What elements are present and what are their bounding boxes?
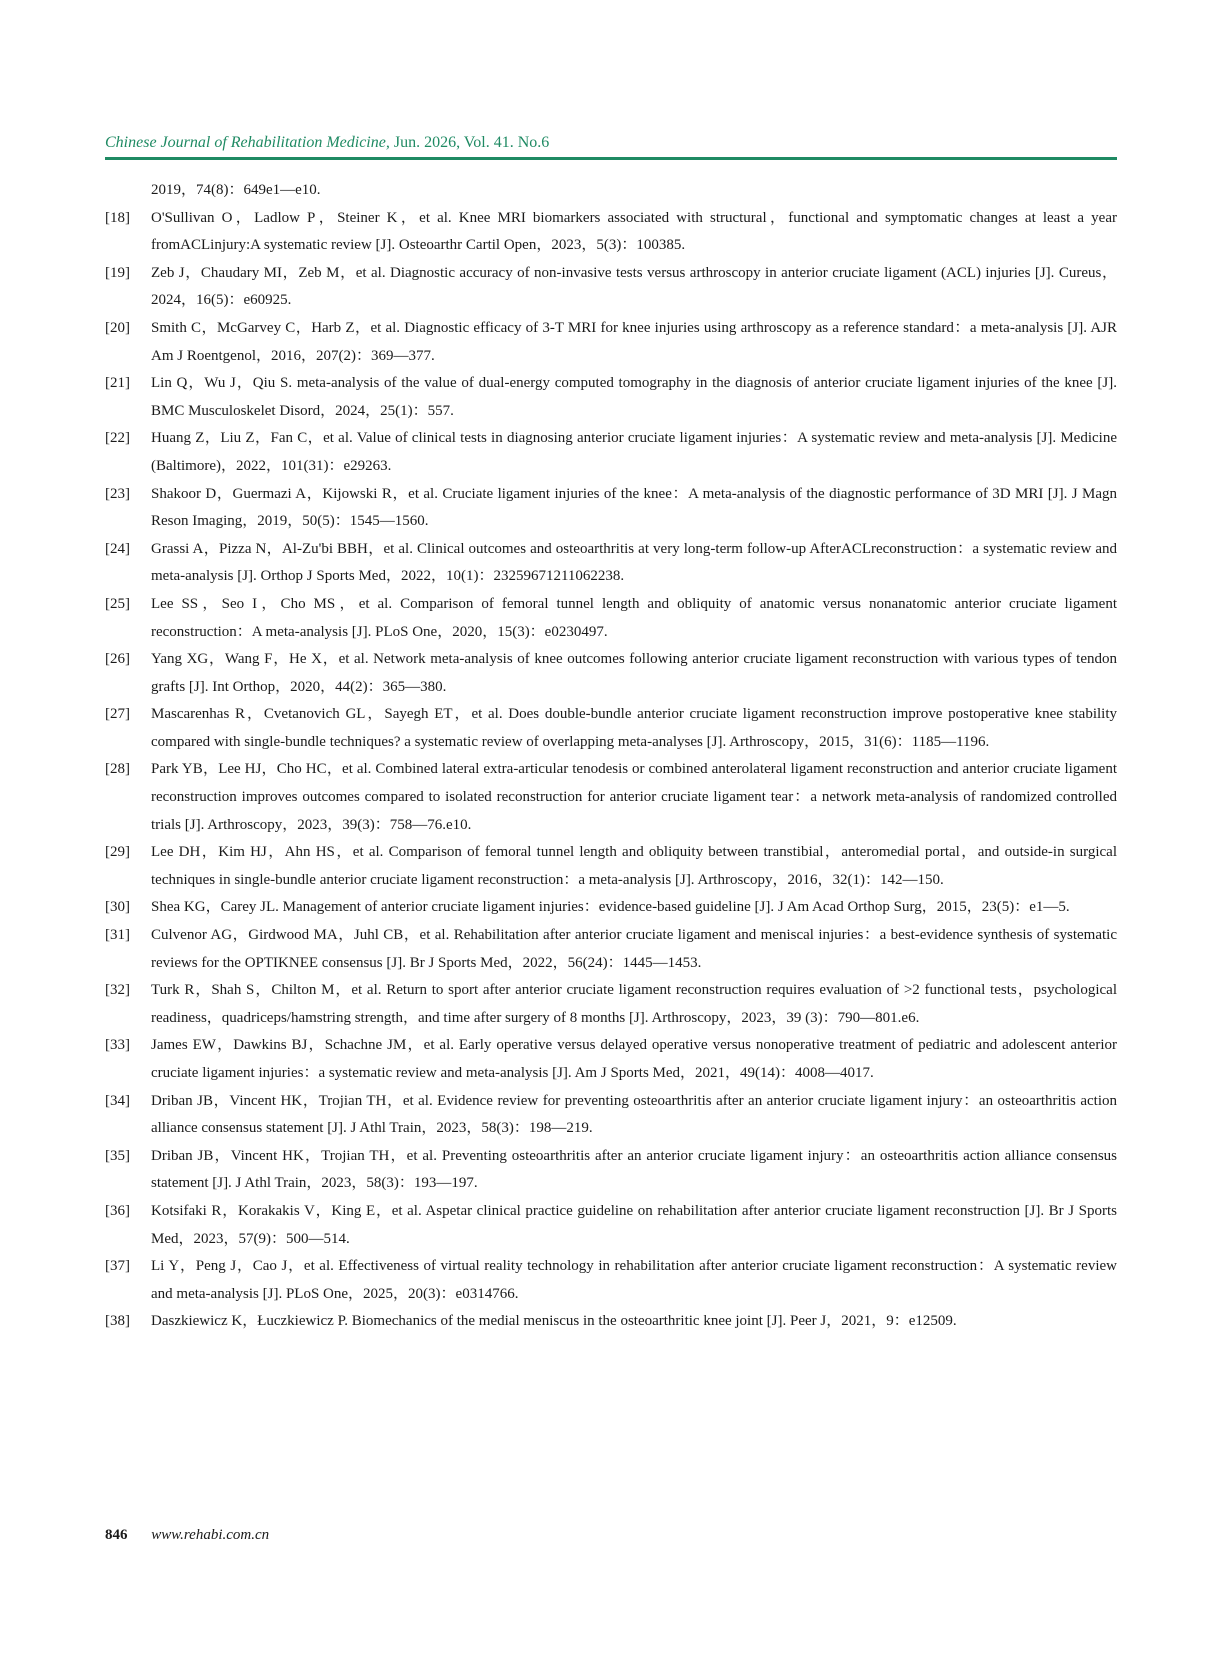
reference-item [105, 894, 1117, 922]
reference-number: [24] [105, 540, 130, 557]
reference-text: Mascarenhas R，Cvetanovich GL，Sayegh ET，et al. Does double-bundle anterior cruciate ligament reconstruction improve postoperative knee stability compared with single-bundle techniques? a systematic review of overlapping meta-analyses [J]. Arthroscopy，2015，31(6)：1185—1196. [151, 706, 1117, 750]
running-header [105, 128, 1117, 158]
reference-number: [33] [105, 1037, 130, 1054]
reference-text: Smith C，McGarvey C，Harb Z，et al. Diagnostic efficacy of 3-T MRI for knee injuries using arthroscopy as a reference standard：a meta-analysis [J]. AJR Am J Roentgenol，2016，207(2)：369—377. [151, 319, 1117, 364]
reference-text: Huang Z，Liu Z，Fan C，et al. Value of clinical tests in diagnosing anterior cruciate ligament injuries：A systematic review and meta-analysis [J]. Medicine (Baltimore)，2022，101(31)：e29263. [151, 430, 1117, 474]
reference-text: Yang XG，Wang F，He X，et al. Network meta-analysis of knee outcomes following anterior cruciate ligament reconstruction with various types of tendon grafts [J]. Int Orthop，2020，44(2)：365—380. [151, 651, 1117, 695]
reference-text: Culvenor AG，Girdwood MA，Juhl CB，et al. Rehabilitation after anterior cruciate ligament and meniscal injuries：a best-evidence synthesis of systematic reviews for the OPTIKNEE consensus [J]. Br J Sports Med，2022，56(24)：1445—1453. [151, 927, 1117, 971]
reference-continuation: 2019，74(8)：649e1—e10. [151, 182, 321, 198]
reference-number: [38] [105, 1313, 130, 1330]
reference-entries [105, 205, 1117, 1336]
reference-item [105, 536, 1117, 591]
reference-number: [29] [105, 844, 130, 861]
reference-number: [20] [105, 319, 130, 336]
reference-number: [22] [105, 430, 130, 447]
reference-text: Li Y，Peng J，Cao J，et al. Effectiveness of virtual reality technology in rehabilitation after anterior cruciate ligament reconstruction：A systematic review and meta-analysis [J]. PLoS One，2025，20(3)：e0314766. [151, 1258, 1117, 1302]
reference-text: Turk R，Shah S，Chilton M，et al. Return to sport after anterior cruciate ligament reconstruction requires evaluation of >2 functional tests，psychological readiness，quadriceps/hamstring strength，and time after surgery of 8 months [J]. Arthroscopy，2023，39 (3)：790—801.e6. [151, 982, 1117, 1026]
page-number: 846 [105, 1527, 128, 1543]
reference-text: Park YB，Lee HJ，Cho HC，et al. Combined lateral extra-articular tenodesis or combined anterolateral ligament reconstruction and anterior cruciate ligament reconstruction improves outcomes compared to isolated reconstruction for anterior cruciate ligament tear：a network meta-analysis of randomized controlled trials [J]. Arthroscopy，2023，39(3)：758—76.e10. [151, 761, 1117, 833]
reference-text: Kotsifaki R，Korakakis V，King E，et al. Aspetar clinical practice guideline on rehabilitation after anterior cruciate ligament reconstruction [J]. Br J Sports Med，2023，57(9)：500—514. [151, 1202, 1117, 1247]
reference-item [105, 1198, 1117, 1253]
reference-text: Shea KG，Carey JL. Management of anterior cruciate ligament injuries：evidence-based guideline [J]. J Am Acad Orthop Surg，2015，23(5)：e1—5. [151, 899, 1070, 916]
issue-info: Jun. 2026, Vol. 41. No.6 [393, 134, 550, 151]
reference-item [105, 646, 1117, 701]
reference-text: Grassi A，Pizza N，Al-Zu'bi BBH，et al. Clinical outcomes and osteoarthritis at very long-term follow-up AfterACLreconstruction：a systematic review and meta-analysis [J]. Orthop J Sports Med，2022，10(1)：23259671211062238. [151, 540, 1117, 585]
reference-text: Daszkiewicz K，Łuczkiewicz P. Biomechanics of the medial meniscus in the osteoarthritic knee joint [J]. Peer J，2021，9：e12509. [151, 1313, 957, 1330]
reference-item [105, 977, 1117, 1032]
reference-text: Zeb J，Chaudary MI，Zeb M，et al. Diagnostic accuracy of non-invasive tests versus arthroscopy in anterior cruciate ligament (ACL) injuries [J]. Cureus，2024，16(5)：e60925. [151, 264, 1117, 309]
website-url: www.rehabi.com.cn [151, 1527, 270, 1543]
reference-item [105, 839, 1117, 894]
reference-text: James EW，Dawkins BJ，Schachne JM，et al. Early operative versus delayed operative versus nonoperative treatment of pediatric and adolescent anterior cruciate ligament injuries：a systematic review and meta-analysis [J]. Am J Sports Med，2021，49(14)：4008—4017. [151, 1037, 1117, 1081]
reference-number: [28] [105, 761, 130, 778]
reference-item [105, 425, 1117, 480]
reference-number: [25] [105, 595, 130, 612]
reference-list [105, 177, 1117, 1336]
reference-number: [19] [105, 264, 130, 281]
reference-item [105, 481, 1117, 536]
reference-item [105, 756, 1117, 839]
reference-number: [37] [105, 1258, 130, 1275]
reference-text: Shakoor D，Guermazi A，Kijowski R，et al. Cruciate ligament injuries of the knee：A meta-analysis of the diagnostic performance of 3D MRI [J]. J Magn Reson Imaging，2019，50(5)：1545—1560. [151, 485, 1117, 530]
header-rule [105, 157, 1117, 160]
reference-number: [36] [105, 1202, 130, 1219]
reference-item [105, 260, 1117, 315]
reference-number: [35] [105, 1147, 130, 1164]
reference-item [105, 370, 1117, 425]
reference-number: [31] [105, 927, 130, 944]
reference-number: [32] [105, 982, 130, 999]
reference-number: [27] [105, 706, 130, 723]
page-footer [105, 1520, 269, 1550]
reference-number: [30] [105, 899, 130, 916]
reference-number: [23] [105, 485, 130, 502]
journal-name: Chinese Journal of Rehabilitation Medicine, [105, 134, 390, 151]
reference-text: Driban JB，Vincent HK，Trojian TH，et al. Preventing osteoarthritis after an anterior cruciate ligament injury：an osteoarthritis action alliance consensus statement [J]. J Athl Train，2023，58(3)：193—197. [151, 1147, 1117, 1192]
reference-text: Lin Q，Wu J，Qiu S. meta-analysis of the value of dual-energy computed tomography in the diagnosis of anterior cruciate ligament injuries of the knee [J]. BMC Musculoskelet Disord，2024，25(1)：557. [151, 375, 1117, 419]
reference-number: [18] [105, 209, 130, 226]
reference-item [105, 315, 1117, 370]
reference-item [105, 591, 1117, 646]
reference-text: O'Sullivan O，Ladlow P，Steiner K，et al. Knee MRI biomarkers associated with structural，functional and symptomatic changes at least a year fromACLinjury:A systematic review [J]. Osteoarthr Cartil Open，2023，5(3)：100385. [151, 209, 1117, 254]
reference-text: Lee SS，Seo I，Cho MS，et al. Comparison of femoral tunnel length and obliquity of anatomic versus nonanatomic anterior cruciate ligament reconstruction：A meta-analysis [J]. PLoS One，2020，15(3)：e0230497. [151, 595, 1117, 640]
reference-item [105, 1143, 1117, 1198]
reference-item [105, 1088, 1117, 1143]
reference-number: [21] [105, 375, 130, 392]
reference-text: Driban JB，Vincent HK，Trojian TH，et al. Evidence review for preventing osteoarthritis after an anterior cruciate ligament injury：an osteoarthritis action alliance consensus statement [J]. J Athl Train，2023，58(3)：198—219. [151, 1092, 1117, 1137]
reference-number: [34] [105, 1092, 130, 1109]
reference-text: Lee DH，Kim HJ，Ahn HS，et al. Comparison of femoral tunnel length and obliquity between transtibial，anteromedial portal，and outside-in surgical techniques in single-bundle anterior cruciate ligament reconstruction：a meta-analysis [J]. Arthroscopy，2016，32(1)：142—150. [151, 844, 1117, 888]
reference-item [105, 205, 1117, 260]
reference-item [105, 701, 1117, 756]
reference-number: [26] [105, 651, 130, 668]
reference-item [105, 1032, 1117, 1087]
reference-item [105, 1253, 1117, 1308]
reference-item [105, 922, 1117, 977]
reference-item [105, 1308, 1117, 1336]
